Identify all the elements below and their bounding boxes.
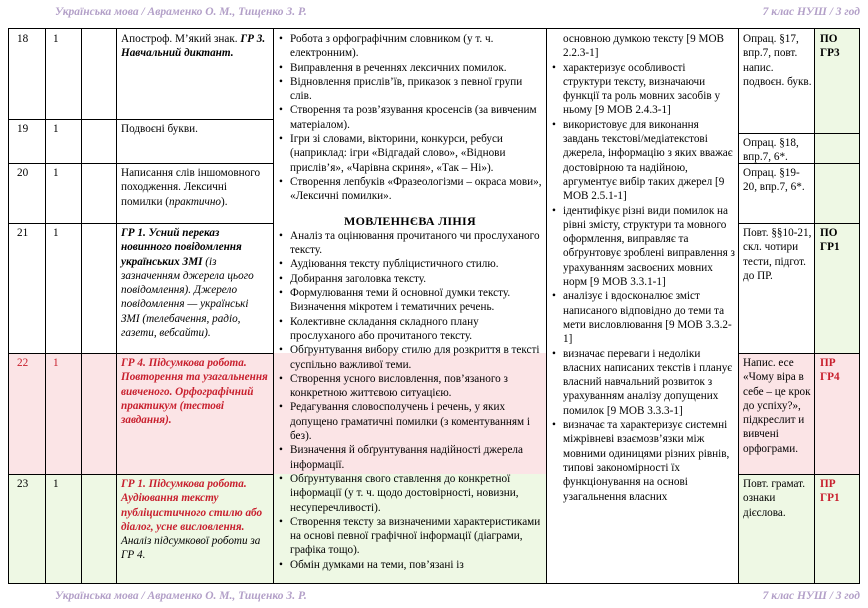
row-18-topic: [121, 32, 269, 61]
row-21-topic-bold: ГР 1. Усний переказ новинного повідомлення українських ЗМІ: [121, 227, 242, 268]
row-21-topic-italic: (із зазначенням джерела цього повідомлення). Джерело повідомлення — українські ЗМІ (телебачення, радіо, газети, вебсайти).: [121, 255, 254, 340]
list-item: • Обмін думками на теми, пов’язані із: [278, 558, 542, 572]
row-19-topic: Подвоєні букви.: [121, 123, 198, 135]
row-21-code: ПО ГР1: [820, 227, 840, 254]
row-19-number: 19: [17, 123, 29, 135]
curriculum-table: [8, 28, 860, 584]
row-22-number: 22: [17, 357, 29, 369]
row-20-hours: 1: [53, 167, 59, 179]
list-item: • Створення та розв’язування кросенсів (за вивченим матеріалом).: [278, 103, 542, 132]
list-item: • використовує для виконання завдань текстові/медіатекстові джерела, інформацію з яких вважає достовірною та надійною, аргументує вибір таких джерел [9 МОВ 2.5.1-1]: [551, 118, 735, 204]
list-item: • Редагування словосполучень і речень, у яких допущено граматичні помилки (з коментуванням і без).: [278, 400, 542, 443]
list-item: • Формулювання теми й основної думки тексту. Визначення мікротем і тематичних речень.: [278, 286, 542, 315]
row-20-topic: [121, 166, 269, 209]
row-18-topic-plain: Апостроф. М’який знак.: [121, 33, 241, 45]
list-item: • Обґрунтування свого ставлення до конкретної інформації (у т. ч. щодо достовірності, новизни, несуперечливості).: [278, 472, 542, 515]
outcomes-list: [551, 61, 735, 504]
row-18-topic-bold: ГР 3. Навчальний диктант.: [121, 33, 266, 60]
list-item: • ідентифікує різні види помилок на рівні змісту, структури та мовного оформлення, виправляє та обґрунтовує зроблені виправлення з урахуванням засвоєних мовних норм [9 МОВ 3.3.1-1]: [551, 204, 735, 290]
header-right: 7 клас НУШ / 3 год: [762, 6, 860, 18]
list-item: • аналізує і вдосконалює зміст написаного відповідно до теми та мети висловлювання [9 МОВ 3.3.2-1]: [551, 289, 735, 346]
list-item: • Колективне складання складного плану прослуханого або прочитаного тексту.: [278, 315, 542, 344]
row-23-code: ПР ГР1: [820, 478, 840, 505]
row-20-homework: Опрац. §19-20, впр.7, 6*.: [743, 167, 805, 194]
list-item: • Аудіювання тексту публіцистичного стилю.: [278, 257, 542, 271]
list-item: • Створення усного висловлення, пов’язаного з конкретною життєвою ситуацією.: [278, 372, 542, 401]
code-column-band: [814, 29, 860, 353]
row-18-hours: 1: [53, 33, 59, 45]
row-19-hours: 1: [53, 123, 59, 135]
row-22-topic: ГР 4. Підсумкова робота. Повторення та узагальнення вивченого. Орфографічний практикум (тестові завдання).: [121, 357, 268, 427]
page-footer: [0, 584, 868, 604]
list-item: • Робота з орфографічним словником (у т. ч. електронним).: [278, 32, 542, 61]
footer-right: 7 клас НУШ / 3 год: [762, 590, 860, 602]
row-23-number: 23: [17, 478, 29, 490]
outcome-continuation: основною думкою тексту [9 МОВ 2.2.3-1]: [563, 33, 724, 60]
activities-language-list: [278, 32, 542, 204]
activities-speech-list: [278, 229, 542, 572]
row-18-homework: Опрац. §17, впр.7, повт. напис. подвоєн. букв.: [743, 33, 812, 88]
list-item: • визначає та характеризує системні міжрівневі взаємозв’язки між мовними одиницями різних рівнів, типові закономірності їх функціонування на основі узагальнення власних: [551, 418, 735, 504]
row-21-homework: Повт. §§10-21, скл. чотири тести, підгот. до ПР.: [743, 227, 812, 282]
list-item: • Виправлення в реченнях лексичних помилок.: [278, 61, 542, 75]
row-19-homework: Опрац. §18, впр.7, 6*.: [743, 137, 799, 164]
row-20-topic-end: ).: [221, 195, 228, 208]
list-item: • визначає переваги і недоліки власних написаних текстів і планує власний навчальний розвиток з урахуванням аналізу допущених помилок [9 МОВ 3.3.3-1]: [551, 347, 735, 418]
row-22-hours: 1: [53, 357, 59, 369]
row-22-code: ПР ГР4: [820, 357, 840, 384]
row-21-hours: 1: [53, 227, 59, 239]
row-23-topic-italic: Аналіз підсумкової роботи за ГР 4.: [121, 535, 261, 562]
row-21-topic: [121, 226, 269, 340]
row-23-hours: 1: [53, 478, 59, 490]
list-item: • Добирання заголовка тексту.: [278, 272, 542, 286]
list-item: • Створення тексту за визначеними характеристиками на основі певної графічної інформації (діаграми, графіка тощо).: [278, 515, 542, 558]
list-item: • Визначення й обґрунтування надійності джерела інформації.: [278, 443, 542, 472]
row-20-topic-italic: практично: [168, 195, 221, 208]
row-18-code: ПО ГР3: [820, 33, 840, 60]
row-23-topic: [121, 477, 269, 563]
list-item: • Обґрунтування вибору стилю для розкриття в тексті суспільно важливої теми.: [278, 343, 542, 372]
row-18-number: 18: [17, 33, 29, 45]
list-item: • характеризує особливості структури тексту, визначаючи функції та роль мовних засобів у ньому [9 МОВ 2.4.3-1]: [551, 61, 735, 118]
row-22-homework: Напис. есе «Чому віра в себе – це крок до успіху?», підкреслит и вивчені орфограми.: [743, 357, 811, 455]
list-item: • Аналіз та оцінювання прочитаного чи прослуханого тексту.: [278, 229, 542, 258]
header-left: Українська мова / Авраменко О. М., Тищенко З. Р.: [55, 6, 307, 18]
row-21-number: 21: [17, 227, 29, 239]
outcomes-column: [551, 32, 735, 504]
page-header: [0, 0, 868, 20]
row-20-topic-plain: Написання слів іншомовного походження. Лексичні помилки (: [121, 167, 261, 208]
list-item: • Ігри зі словами, вікторини, конкурси, ребуси (наприклад: ігри «Відгадай слово», «Віднови прислів’я», «Чарівна скриня», «Так – Ні»).: [278, 132, 542, 175]
row-23-topic-bold: ГР 1. Підсумкова робота. Аудіювання тексту публіцистичного стилю або діалог, усне висловлення.: [121, 478, 263, 533]
activities-column: [278, 32, 542, 572]
footer-left: Українська мова / Авраменко О. М., Тищенко З. Р.: [55, 590, 307, 602]
section-title: МОВЛЕННЄВА ЛІНІЯ: [344, 213, 476, 228]
row-20-number: 20: [17, 167, 29, 179]
list-item: • Створення лепбуків «Фразеологізми – окраса мови», «Лексичні помилки».: [278, 175, 542, 204]
row-23-homework: Повт. грамат. ознаки дієслова.: [743, 478, 805, 519]
list-item: • Відновлення прислів’їв, приказок з певної групи слів.: [278, 75, 542, 104]
